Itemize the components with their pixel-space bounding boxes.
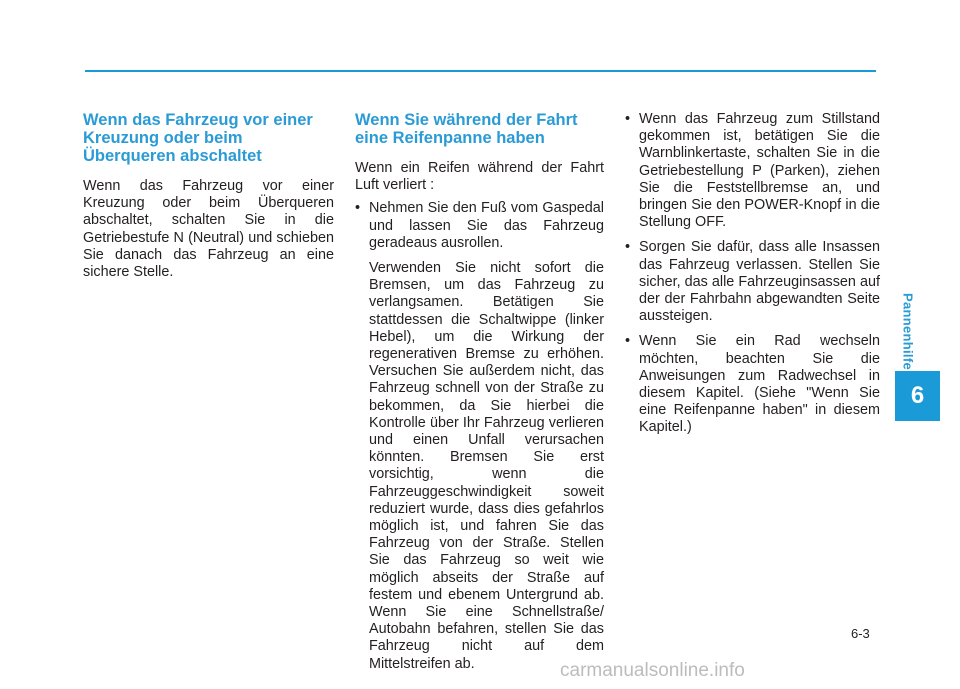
chapter-number-tab: 6 <box>895 371 940 421</box>
column-right <box>625 111 880 445</box>
section-body-stall-at-intersection: Wenn das Fahrzeug vor einer Kreuzung oder beim Überqueren abschaltet, schalten Sie in die Getriebestufe N (Neutral) und schieben Sie danach das Fahrzeug an eine sichere Stelle. <box>83 178 334 281</box>
section-heading-stall-at-intersection: Wenn das Fahrzeug vor einer Kreuzung oder beim Überqueren abschaltet <box>83 111 313 165</box>
safety-steps-list <box>625 111 880 437</box>
section-heading-flat-tire-while-driving: Wenn Sie während der Fahrt eine Reifenpanne haben <box>355 111 578 147</box>
list-item <box>625 239 880 325</box>
bullet-icon: • <box>625 111 631 127</box>
chapter-side-label: Pannenhilfe <box>900 292 916 370</box>
list-item <box>625 333 880 436</box>
list-item <box>625 111 880 231</box>
section-intro-flat-tire: Wenn ein Reifen während der Fahrt Luft verliert : <box>355 160 604 194</box>
list-item <box>355 200 604 672</box>
list-item-text: Wenn Sie ein Rad wechseln möchten, beachten Sie die Anweisungen zum Radwechsel in diesem Kapitel. (Siehe "Wenn Sie eine Reifenpanne haben" in diesem Kapitel.) <box>639 333 880 436</box>
watermark: carmanualsonline.info <box>560 660 745 681</box>
column-left <box>83 111 334 281</box>
bullet-icon: • <box>355 200 361 217</box>
flat-tire-list <box>355 200 604 672</box>
page-number: 6-3 <box>851 626 870 641</box>
list-item-text: Nehmen Sie den Fuß vom Gaspedal und lassen Sie das Fahrzeug geradeaus ausrollen. <box>369 200 604 251</box>
bullet-icon: • <box>625 333 631 350</box>
list-item-text: Sorgen Sie dafür, dass alle Insassen das Fahrzeug verlassen. Stellen Sie sicher, das alle Fahrzeuginsassen auf der der Fahrbahn abgewandten Seite aussteigen. <box>639 239 880 325</box>
column-middle <box>355 111 604 682</box>
bullet-icon: • <box>625 239 631 256</box>
list-item-continuation: Verwenden Sie nicht sofort die Bremsen, um das Fahrzeug zu verlangsamen. Betätigen Sie stattdessen die Schaltwippe (linker Hebel), um die Wirkung der regenerativen Bremse zu erhöhen. Versuchen Sie außerdem nicht, das Fahrzeug schnell von der Straße zu bekommen, da Sie hierbei die Kontrolle über Ihr Fahrzeug verlieren und einen Unfall verursachen könnten. Bremsen Sie erst vorsichtig, wenn die Fahrzeuggeschwindigkeit soweit reduziert wurde, dass dies gefahrlos möglich ist, und fahren Sie das Fahrzeug von der Straße. Stellen Sie das Fahrzeug so weit wie möglich abseits der Straße auf festem und ebenem Untergrund ab. Wenn Sie eine Schnellstraße/ Autobahn befahren, stellen Sie das Fahrzeug nicht auf dem Mittelstreifen ab. <box>369 260 604 672</box>
list-item-text: Wenn das Fahrzeug zum Stillstand gekommen ist, betätigen Sie die Warnblinkertaste, schalten Sie in die Getriebestellung P (Parken), ziehen Sie die Feststellbremse an, und bringen Sie den POWER-Knopf in die Stellung OFF. <box>639 111 880 231</box>
header-rule <box>85 70 876 72</box>
